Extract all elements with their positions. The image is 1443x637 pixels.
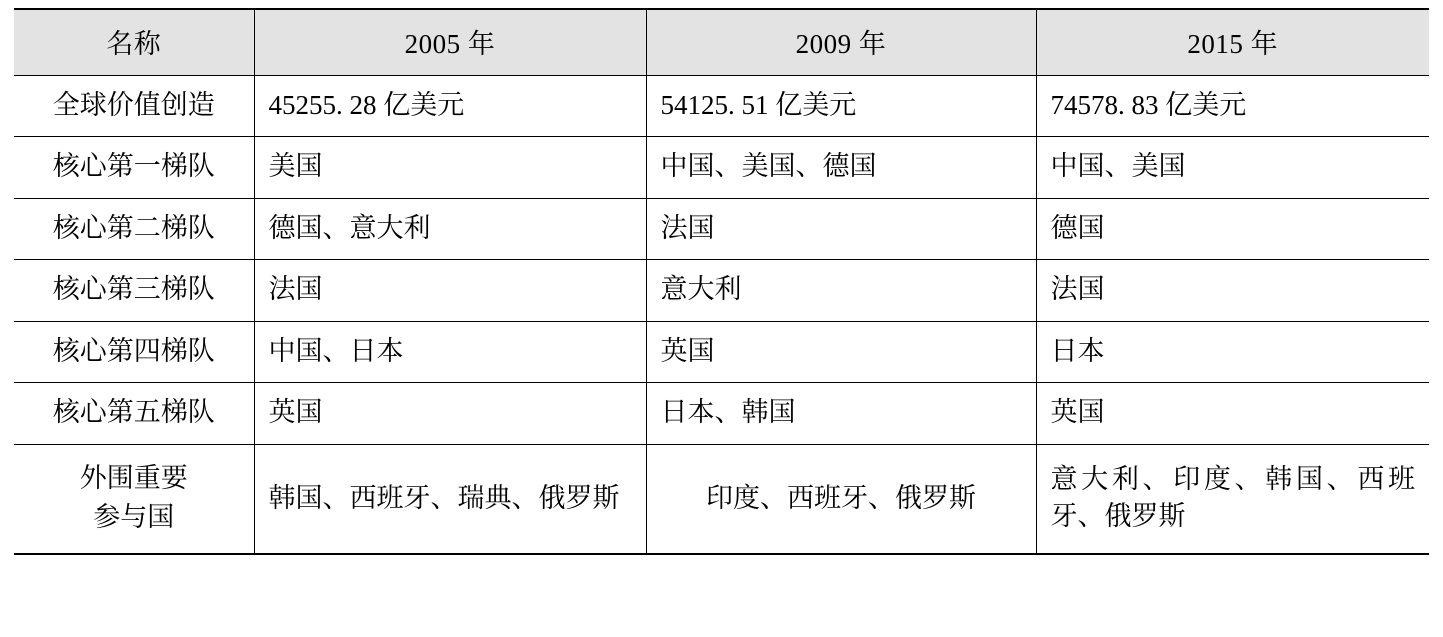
cell-2015: 意大利、印度、韩国、西班牙、俄罗斯 (1036, 444, 1429, 554)
table-row (14, 260, 1429, 321)
cell-2005: 法国 (254, 260, 646, 321)
cell-2015: 日本 (1036, 321, 1429, 382)
column-header-2005: 2005 年 (254, 9, 646, 76)
row-label: 全球价值创造 (14, 76, 254, 137)
cell-2005: 德国、意大利 (254, 198, 646, 259)
cell-2005: 美国 (254, 137, 646, 198)
cell-2015: 英国 (1036, 383, 1429, 444)
cell-2009: 英国 (646, 321, 1036, 382)
table-row (14, 383, 1429, 444)
row-label-line-2: 参与国 (93, 501, 175, 532)
cell-2005: 英国 (254, 383, 646, 444)
table-row (14, 198, 1429, 259)
table-header-row (14, 9, 1429, 76)
cell-2009: 法国 (646, 198, 1036, 259)
row-label: 核心第四梯队 (14, 321, 254, 382)
row-label: 核心第一梯队 (14, 137, 254, 198)
global-value-creation-table (14, 8, 1429, 555)
row-label-line-1: 外围重要 (79, 462, 188, 493)
cell-2015: 德国 (1036, 198, 1429, 259)
cell-2009: 54125. 51 亿美元 (646, 76, 1036, 137)
cell-2005: 45255. 28 亿美元 (254, 76, 646, 137)
table-row (14, 137, 1429, 198)
cell-2009: 日本、韩国 (646, 383, 1036, 444)
cell-2015: 74578. 83 亿美元 (1036, 76, 1429, 137)
cell-2005: 韩国、西班牙、瑞典、俄罗斯 (254, 444, 646, 554)
cell-2009: 印度、西班牙、俄罗斯 (646, 444, 1036, 554)
row-label: 核心第二梯队 (14, 198, 254, 259)
table-row (14, 444, 1429, 554)
cell-2015: 法国 (1036, 260, 1429, 321)
row-label: 核心第五梯队 (14, 383, 254, 444)
table-row (14, 76, 1429, 137)
column-header-2015: 2015 年 (1036, 9, 1429, 76)
cell-2009: 意大利 (646, 260, 1036, 321)
cell-2009: 中国、美国、德国 (646, 137, 1036, 198)
column-header-name: 名称 (14, 9, 254, 76)
table-container (0, 8, 1443, 555)
table-row (14, 321, 1429, 382)
column-header-2009: 2009 年 (646, 9, 1036, 76)
row-label (14, 444, 254, 554)
cell-2005: 中国、日本 (254, 321, 646, 382)
cell-2015: 中国、美国 (1036, 137, 1429, 198)
row-label: 核心第三梯队 (14, 260, 254, 321)
